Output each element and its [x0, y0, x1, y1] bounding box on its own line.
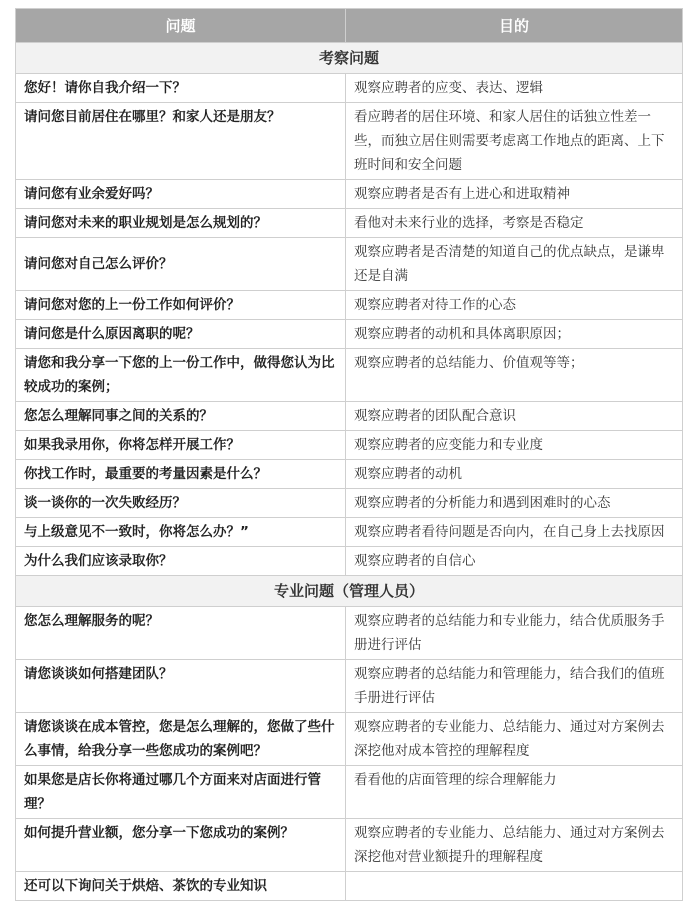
table-row: [16, 320, 683, 349]
purpose-cell: 看应聘者的居住环境、和家人居住的话独立性差一些，而独立居住则需要考虑离工作地点的距离、上下班时间和安全问题: [346, 103, 683, 180]
question-cell: 请问您是什么原因离职的呢？: [16, 320, 346, 349]
purpose-cell: 看他对未来行业的选择，考察是否稳定: [346, 209, 683, 238]
purpose-cell: 观察应聘者对待工作的心态: [346, 291, 683, 320]
question-cell: 谈一谈你的一次失败经历？: [16, 489, 346, 518]
question-cell: 请您谈谈如何搭建团队？: [16, 660, 346, 713]
purpose-cell: 观察应聘者的总结能力和管理能力，结合我们的值班手册进行评估: [346, 660, 683, 713]
table-row: [16, 291, 683, 320]
purpose-cell: [346, 872, 683, 901]
table-row: [16, 766, 683, 819]
purpose-cell: 观察应聘者的应变能力和专业度: [346, 431, 683, 460]
purpose-cell: 观察应聘者的动机和具体离职原因；: [346, 320, 683, 349]
table-row: [16, 518, 683, 547]
section-row: [16, 576, 683, 607]
question-cell: 请问您对您的上一份工作如何评价？: [16, 291, 346, 320]
question-cell: 你找工作时，最重要的考量因素是什么？: [16, 460, 346, 489]
table-row: [16, 431, 683, 460]
table-row: [16, 489, 683, 518]
section-row: [16, 43, 683, 74]
table-row: [16, 872, 683, 901]
section-title: 考察问题: [16, 43, 683, 74]
purpose-cell: 观察应聘者的专业能力、总结能力、通过对方案例去深挖他对营业额提升的理解程度: [346, 819, 683, 872]
section-title: 专业问题（管理人员）: [16, 576, 683, 607]
question-cell: 与上级意见不一致时，你将怎么办？”: [16, 518, 346, 547]
table-row: [16, 660, 683, 713]
table-row: [16, 103, 683, 180]
table-row: [16, 819, 683, 872]
purpose-cell: 观察应聘者的分析能力和遇到困难时的心态: [346, 489, 683, 518]
purpose-cell: 观察应聘者的总结能力、价值观等等；: [346, 349, 683, 402]
table-row: [16, 238, 683, 291]
table-row: [16, 402, 683, 431]
question-cell: 您怎么理解同事之间的关系的？: [16, 402, 346, 431]
question-cell: 请问您对未来的职业规划是怎么规划的？: [16, 209, 346, 238]
question-cell: 请问您有业余爱好吗？: [16, 180, 346, 209]
purpose-cell: 看看他的店面管理的综合理解能力: [346, 766, 683, 819]
table-row: [16, 547, 683, 576]
question-cell: 为什么我们应该录取你？: [16, 547, 346, 576]
question-cell: 请问您目前居住在哪里？和家人还是朋友？: [16, 103, 346, 180]
purpose-cell: 观察应聘者是否清楚的知道自己的优点缺点，是谦卑还是自满: [346, 238, 683, 291]
purpose-cell: 观察应聘者的专业能力、总结能力、通过对方案例去深挖他对成本管控的理解程度: [346, 713, 683, 766]
table-row: [16, 607, 683, 660]
purpose-cell: 观察应聘者是否有上进心和进取精神: [346, 180, 683, 209]
purpose-cell: 观察应聘者的团队配合意识: [346, 402, 683, 431]
question-cell: 请您和我分享一下您的上一份工作中，做得您认为比较成功的案例；: [16, 349, 346, 402]
table-row: [16, 74, 683, 103]
header-question: 问题: [16, 9, 346, 43]
table-row: [16, 180, 683, 209]
question-cell: 请您谈谈在成本管控，您是怎么理解的，您做了些什么事情，给我分享一些您成功的案例吧？: [16, 713, 346, 766]
purpose-cell: 观察应聘者的动机: [346, 460, 683, 489]
question-cell: 您怎么理解服务的呢？: [16, 607, 346, 660]
header-purpose: 目的: [346, 9, 683, 43]
question-cell: 如果我录用你，你将怎样开展工作？: [16, 431, 346, 460]
question-cell: 您好！请你自我介绍一下？: [16, 74, 346, 103]
table-row: [16, 209, 683, 238]
question-cell: 请问您对自己怎么评价？: [16, 238, 346, 291]
purpose-cell: 观察应聘者的自信心: [346, 547, 683, 576]
question-cell: 如果您是店长你将通过哪几个方面来对店面进行管理？: [16, 766, 346, 819]
purpose-cell: 观察应聘者的应变、表达、逻辑: [346, 74, 683, 103]
table-header-row: [16, 9, 683, 43]
table-row: [16, 460, 683, 489]
table-row: [16, 349, 683, 402]
interview-questions-table: [15, 8, 683, 901]
question-cell: 还可以下询问关于烘焙、茶饮的专业知识: [16, 872, 346, 901]
question-cell: 如何提升营业额，您分享一下您成功的案例？: [16, 819, 346, 872]
purpose-cell: 观察应聘者看待问题是否向内，在自己身上去找原因: [346, 518, 683, 547]
table-row: [16, 713, 683, 766]
purpose-cell: 观察应聘者的总结能力和专业能力，结合优质服务手册进行评估: [346, 607, 683, 660]
